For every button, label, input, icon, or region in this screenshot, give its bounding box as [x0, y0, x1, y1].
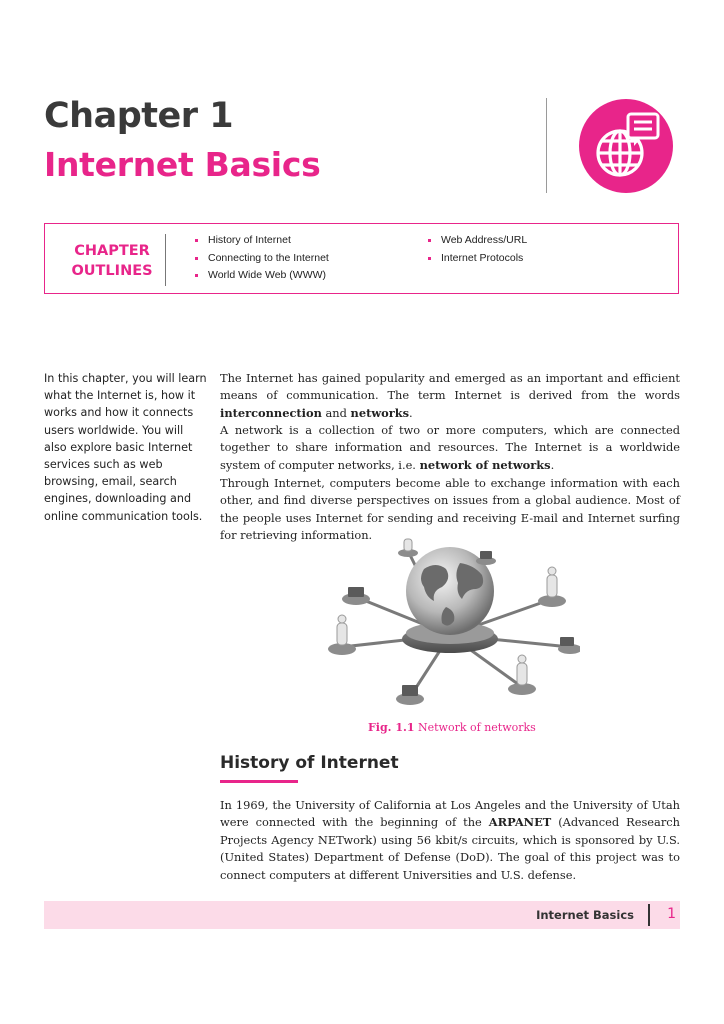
outline-list-right: [425, 232, 527, 267]
text-run: A network is a collection of two or more computers, which are connected together to share information and resources. The Internet is a worldwide system of computer networks, i.e.: [220, 423, 680, 472]
outlines-divider: [165, 234, 166, 286]
globe-chat-icon: [578, 98, 674, 194]
outline-item-label: World Wide Web (WWW): [208, 269, 327, 281]
text-run: (Advanced Research Projects Agency NETwork) using 56 kbit/s circuits, which is sponsored by U.S. (United States) Department of Defense (DoD). The goal of this project was to connect computers at different Universities and U.S. defense.: [220, 815, 680, 882]
outline-item: [192, 232, 329, 250]
body-paragraph-2: [220, 422, 680, 474]
text-run: In 1969, the University of California at Los Angeles and the University of Utah were connected with the beginning of the: [220, 798, 680, 830]
section-heading: History of Internet: [220, 753, 399, 773]
outlines-heading-line2: OUTLINES: [71, 263, 153, 279]
intro-note: In this chapter, you will learn what the Internet is, how it works and how it connects users worldwide. You will also explore basic Internet services such as web browsing, email, search engines, downloading and online communication tools.: [44, 372, 207, 523]
outline-item-label: History of Internet: [208, 234, 291, 246]
bold-term: ARPANET: [488, 815, 552, 830]
bold-term: interconnection: [220, 405, 322, 420]
text-run: .: [409, 405, 413, 420]
outline-item: [425, 232, 527, 250]
figure-caption: [368, 721, 536, 734]
outline-list-left: [192, 232, 329, 285]
section-paragraph: [220, 797, 680, 884]
header-divider: [546, 98, 547, 193]
outline-item: [192, 250, 329, 268]
footer-bar: [44, 901, 680, 929]
bold-term: networks: [350, 405, 410, 420]
body-paragraph-1: [220, 370, 680, 422]
footer-divider: [648, 904, 650, 926]
network-figure: [320, 535, 580, 715]
body-paragraph-3: Through Internet, computers become able to exchange information with each other, and find diverse perspectives on issues from a global audience. Most of the people uses Internet for sending and receiving E-mail and Internet surfing for retrieving information.: [220, 476, 680, 543]
square-bullet-icon: [195, 257, 198, 260]
outline-item: [425, 250, 527, 268]
figure-caption-text: Network of networks: [417, 721, 536, 734]
page-number: 1: [667, 906, 676, 922]
outlines-heading-line1: CHAPTER: [74, 243, 150, 259]
outlines-heading: [63, 241, 161, 281]
square-bullet-icon: [195, 274, 198, 277]
bold-term: network of networks: [419, 457, 551, 472]
section-underline: [220, 780, 298, 783]
outline-item-label: Web Address/URL: [441, 234, 528, 246]
text-run: .: [550, 457, 555, 472]
text-run: The Internet has gained popularity and emerged as an important and efficient means of communication. The term Internet is derived from the words: [220, 371, 680, 403]
footer-title: Internet Basics: [536, 908, 634, 922]
outline-item-label: Internet Protocols: [441, 251, 524, 264]
square-bullet-icon: [428, 239, 431, 242]
outline-item: [192, 267, 329, 285]
chapter-outlines-box: [44, 223, 679, 294]
chapter-title: Internet Basics: [44, 145, 321, 184]
chapter-label: Chapter 1: [44, 96, 234, 136]
figure-label: Fig. 1.1: [368, 721, 415, 734]
square-bullet-icon: [428, 257, 431, 260]
square-bullet-icon: [195, 239, 198, 242]
outline-item-label: Connecting to the Internet: [208, 251, 329, 264]
text-run: and: [321, 405, 351, 420]
